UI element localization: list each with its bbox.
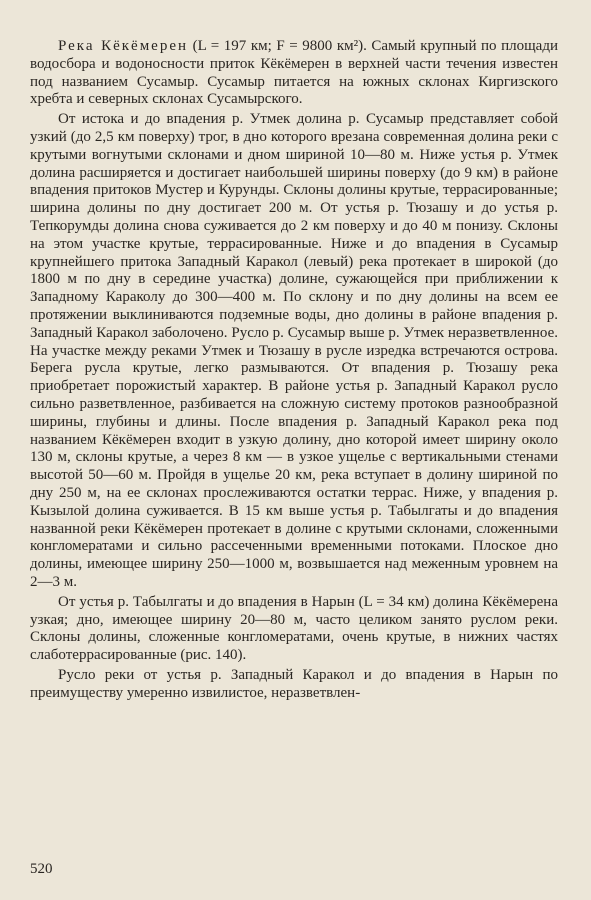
document-page [30, 38, 558, 702]
paragraph-lower-valley [30, 594, 558, 665]
paragraph-text: От устья р. Табылгаты и до впадения в Нарын (L = 34 км) долина Кёкёмерена узкая; дно, имеющее ширину 20—80 м, часто целиком занято руслом реки. Склоны долины, сложенные конгломератами, очень крутые, в нижних частях слаботеррасированные (рис. 140). [30, 593, 558, 664]
paragraph-text: (L = 197 км; F = 9800 км²). Самый крупный по площади водосбора и водоносности приток Кёкёмерен в верхней части течения известен под названием Сусамыр. Сусамыр питается на южных склонах Киргизского хребта и северных склонах Сусамырского. [30, 38, 559, 108]
paragraph-valley-description [30, 111, 558, 592]
paragraph-riverbed [30, 667, 558, 703]
page-number: 520 [30, 861, 53, 877]
paragraph-kekemeren-intro [30, 38, 558, 109]
paragraph-lead-term: Река Кёкёмерен [58, 38, 189, 54]
paragraph-text: От истока и до впадения р. Утмек долина р. Сусамыр представляет собой узкий (до 2,5 км поверху) трог, в дно которого врезана современная долина реки с крутыми вогнутыми склонами и дном шириной 10—80 м. Ниже устья р. Утмек долина расширяется и достигает наибольшей ширины поверху (до 9 км) в районе впадения притоков Мустер и Курунды. Склоны долины крутые, террасированные; ширина долины по дну достигает 200 м. От устья р. Тюзашу и до устья р. Тепкорумды долина снова суживается до 2 км поверху и до 40 м понизу. Склоны на этом участке крутые, террасированные. Ниже и до впадения в Сусамыр крупнейшего притока Западный Каракол (левый) река протекает в широкой (до 1800 м по дну в середине участка) долине, сужающейся при приближении к Западному Караколу до 300—400 м. По склону и по дну долины на всем ее протяжении выклиниваются подземные воды, дно долины в районе впадения р. Западный Каракол заболочено. Русло р. Сусамыр выше р. Утмек неразветвленное. На участке между реками Утмек и Тюзашу в русле изредка встречаются острова. Берега русла крутые, легко размываются. От впадения р. Тюзашу река приобретает порожистый характер. В районе устья р. Западный Каракол русло сильно разветвленное, разбивается на сложную систему протоков разнообразной ширины, глубины и длины. После впадения р. Западный Каракол река под названием Кёкёмерен входит в узкую долину, дно которой имеет ширину около 130 м, склоны крутые, а через 8 км — в узкое ущелье с вертикальными стенами высотой 50—60 м. Пройдя в ущелье 20 км, река вступает в долину шириной по дну 250 м, на ее склонах прослеживаются остатки террас. Ниже, у впадения р. Кызылой долина суживается. В 15 км выше устья р. Табылгаты и до впадения названной реки Кёкёмерен протекает в долине с крутыми склонами, сложенными конгломератами и сильно рассеченными временными потоками. Плоское дно долины, имеющее ширину 250—1000 м, возвышается над меженным уровнем на 2—3 м. [30, 111, 558, 590]
paragraph-text: Русло реки от устья р. Западный Каракол и до впадения в Нарын по преимуществу умеренно извилистое, неразветвлен- [30, 666, 558, 701]
